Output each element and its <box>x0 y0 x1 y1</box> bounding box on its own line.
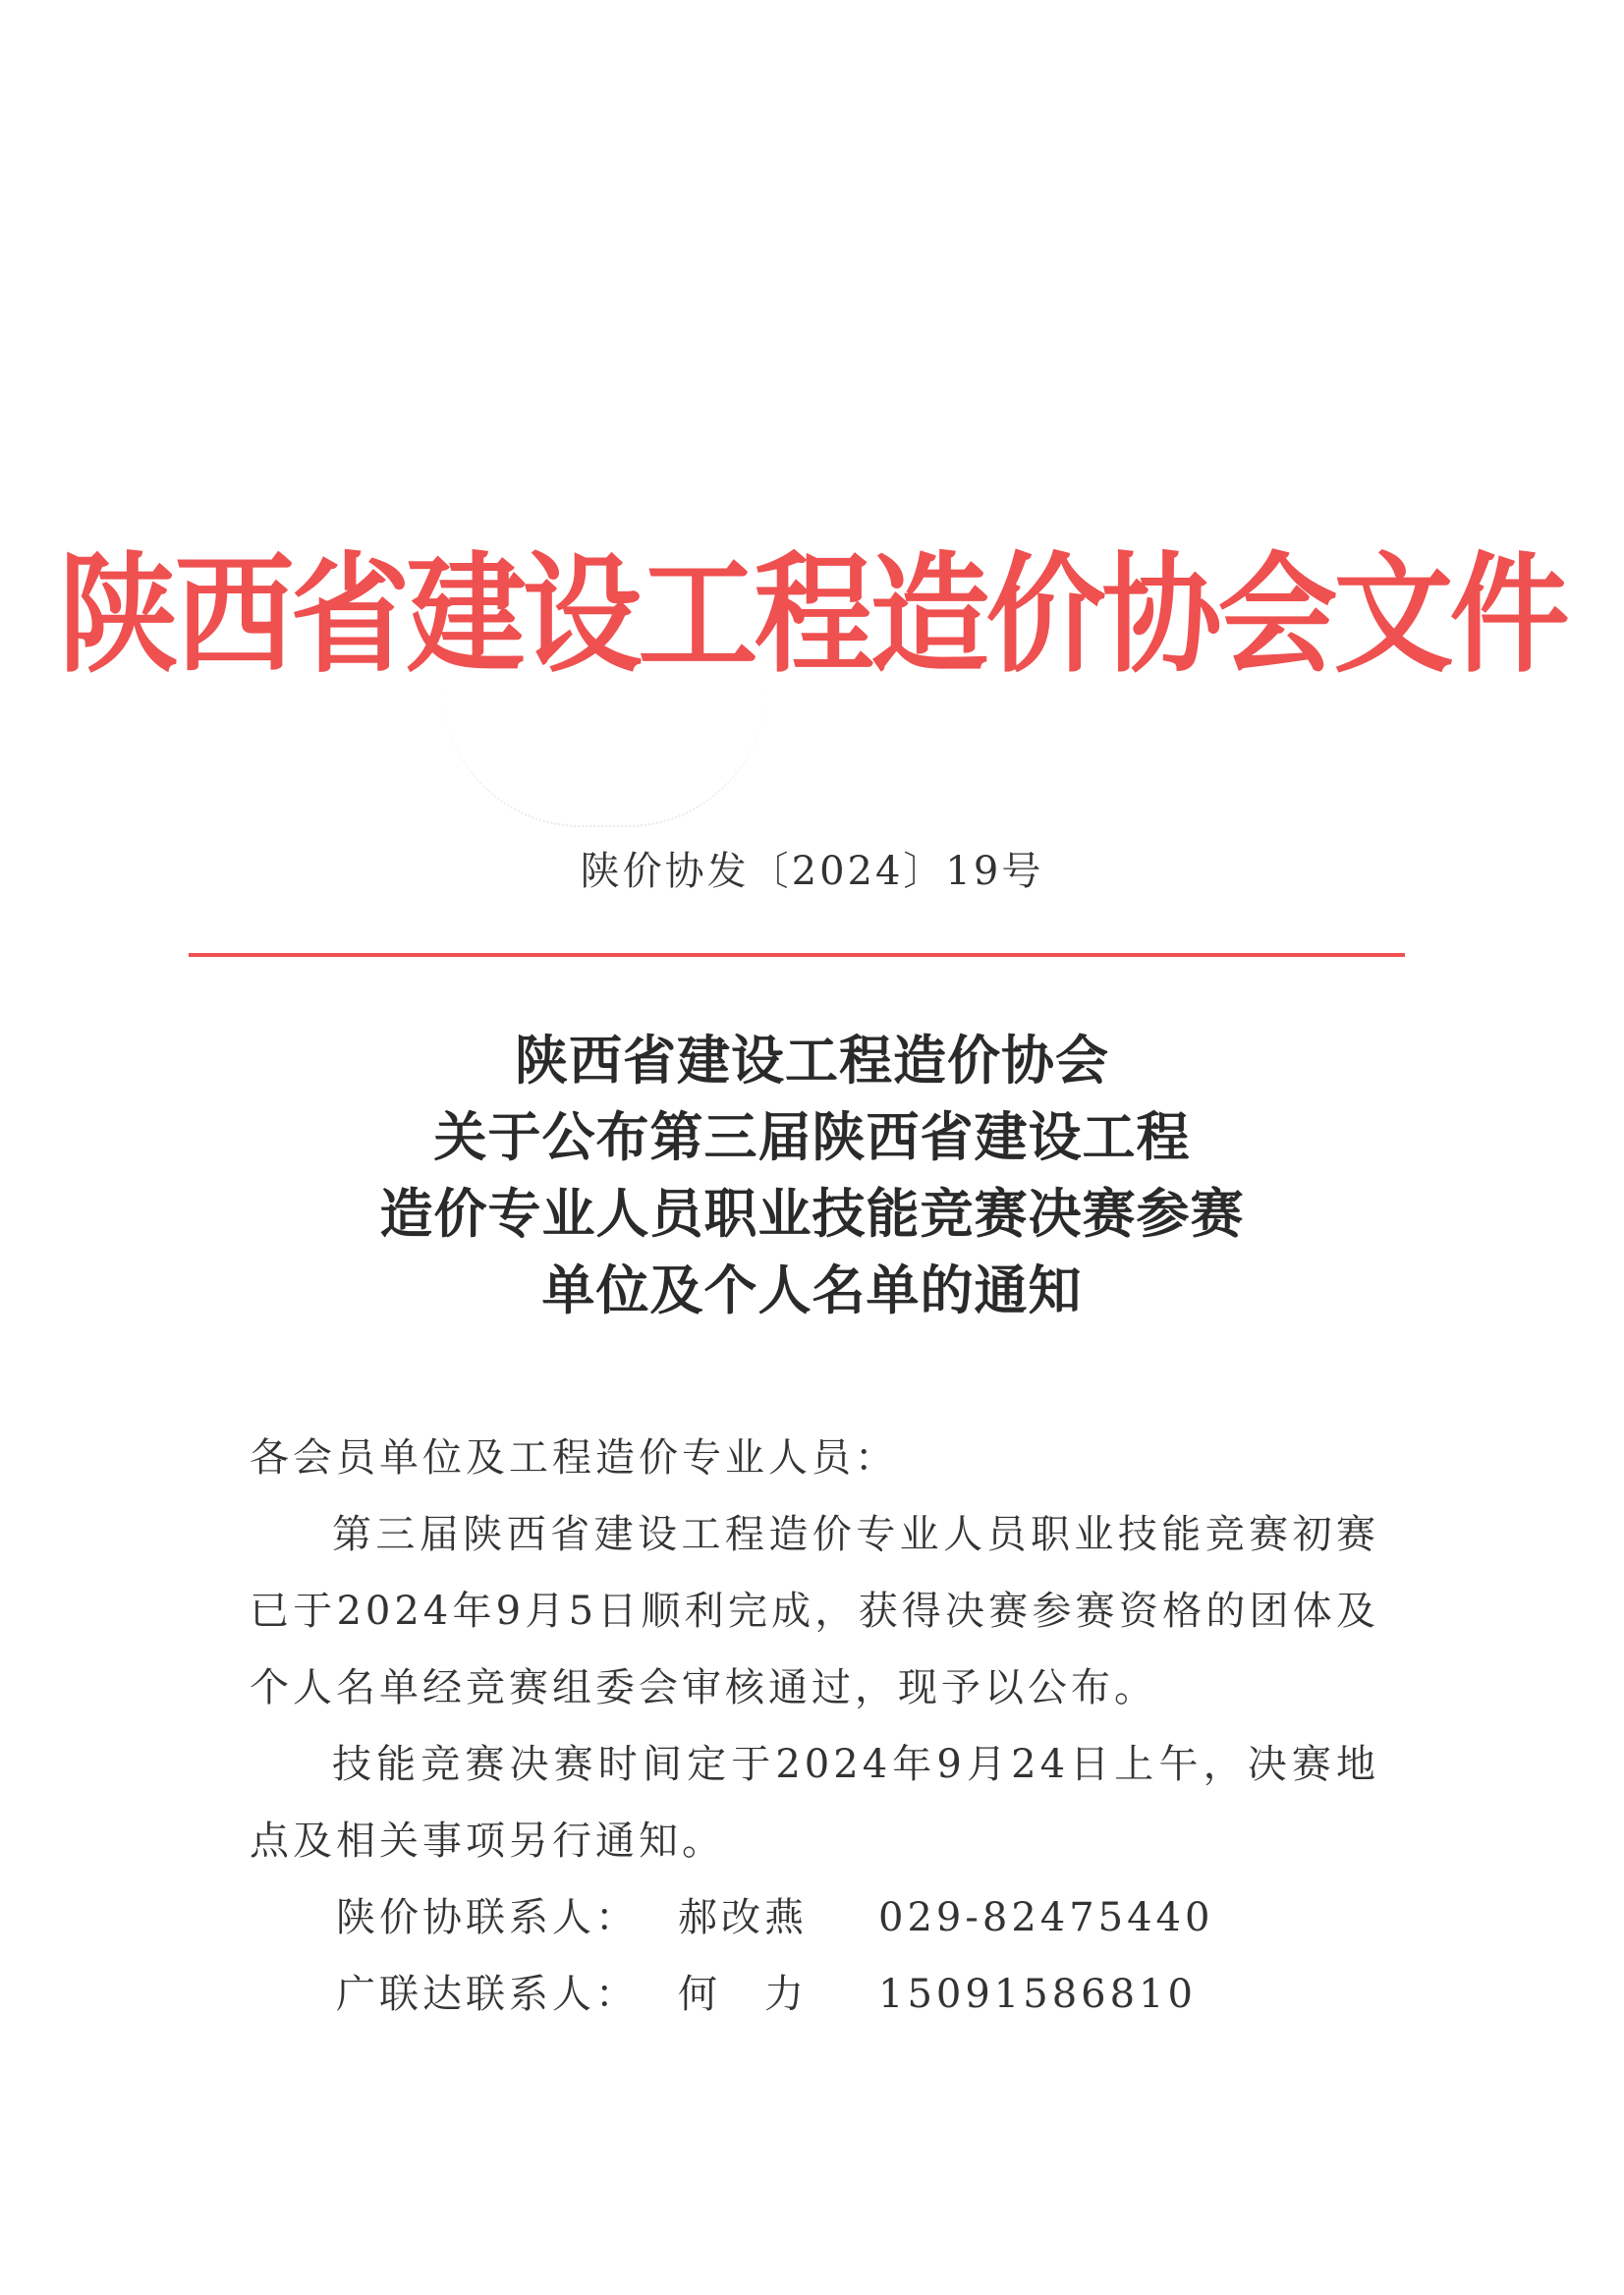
contact-role: 陕价协联系人： <box>336 1895 639 1940</box>
notice-title <box>0 1022 1624 1328</box>
contact-phone: 15091586810 <box>878 1972 1197 2017</box>
contact-name: 何 力 <box>678 1972 808 2017</box>
red-divider-line <box>189 953 1405 957</box>
title-line: 关于公布第三届陕西省建设工程 <box>433 1105 1191 1168</box>
contact-name: 郝改燕 <box>678 1895 808 1940</box>
contact-role: 广联达联系人： <box>336 1972 639 2017</box>
contact-row <box>250 1879 1379 1956</box>
title-line: 造价专业人员职业技能竞赛决赛参赛 <box>379 1182 1245 1245</box>
org-header-title: 陕西省建设工程造价协会文件 <box>58 537 1566 691</box>
document-number: 陕价协发〔2024〕19号 <box>580 849 1044 894</box>
faint-seal-mark <box>442 688 766 827</box>
contact-phone: 029-82475440 <box>878 1895 1214 1940</box>
body-paragraph: 第三届陕西省建设工程造价专业人员职业技能竞赛初赛已于2024年9月5日顺利完成，获得决赛参赛资格的团体及个人名单经竞赛组委会审核通过，现予以公布。 <box>250 1512 1379 1710</box>
salutation: 各会员单位及工程造价专业人员： <box>250 1435 898 1481</box>
title-line: 单位及个人名单的通知 <box>541 1259 1083 1321</box>
body-paragraph: 技能竞赛决赛时间定于2024年9月24日上午，决赛地点及相关事项另行通知。 <box>250 1742 1379 1864</box>
notice-body <box>250 1420 1379 2033</box>
contact-row <box>250 1956 1379 2033</box>
title-line: 陕西省建设工程造价协会 <box>515 1029 1109 1092</box>
